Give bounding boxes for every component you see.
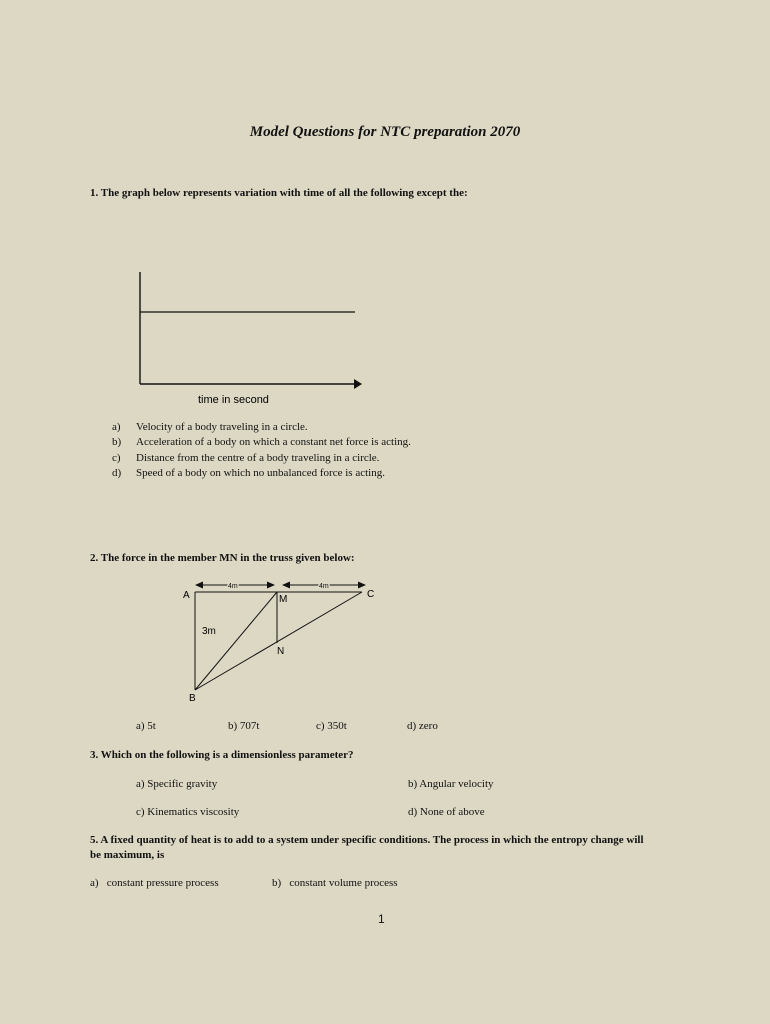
svg-text:4m: 4m <box>319 583 329 590</box>
q5-option-a: a) constant pressure process <box>90 877 219 889</box>
height-label: 3m <box>202 626 216 637</box>
dimension-span-1 <box>195 582 275 591</box>
question-5-text-line-1: 5. A fixed quantity of heat is to add to a system under specific conditions. The process in which the entropy change will <box>90 834 644 846</box>
q2-option-c: c) 350t <box>316 720 347 732</box>
question-1-text: 1. The graph below represents variation with time of all the following except the: <box>90 187 468 199</box>
q1-option-d: d) Speed of a body on which no unbalanced force is acting. <box>112 467 385 479</box>
question-3-text: 3. Which on the following is a dimensionless parameter? <box>90 749 354 761</box>
truss-diagram <box>170 574 390 710</box>
q1-graph <box>120 262 380 412</box>
node-label-m: M <box>279 594 288 605</box>
q3-option-a: a) Specific gravity <box>136 778 218 790</box>
svg-text:4m: 4m <box>228 583 238 590</box>
x-axis-arrowhead <box>354 379 362 389</box>
q1-option-c: c) Distance from the centre of a body traveling in a circle. <box>112 452 380 464</box>
dimension-span-2 <box>282 582 366 591</box>
graph-x-label: time in second <box>198 394 269 406</box>
q1-option-a: a) Velocity of a body traveling in a circle. <box>112 421 308 433</box>
q2-option-a: a) 5t <box>136 720 156 732</box>
question-2-text: 2. The force in the member MN in the truss given below: <box>90 552 355 564</box>
page-title: Model Questions for NTC preparation 2070 <box>249 124 521 140</box>
q2-option-b: b) 707t <box>228 720 260 732</box>
q1-option-b: b) Acceleration of a body on which a constant net force is acting. <box>112 436 411 448</box>
page-number: 1 <box>378 912 385 926</box>
member-BC <box>195 592 362 690</box>
q3-option-c: c) Kinematics viscosity <box>136 806 240 818</box>
member-MB <box>195 592 277 690</box>
node-label-b: B <box>189 693 196 704</box>
q3-option-b: b) Angular velocity <box>408 778 494 790</box>
node-label-c: C <box>367 589 375 600</box>
node-label-n: N <box>277 646 285 657</box>
q3-option-d: d) None of above <box>408 806 485 818</box>
q5-option-b: b) constant volume process <box>272 877 398 889</box>
node-label-a: A <box>183 590 190 601</box>
q2-option-d: d) zero <box>407 720 438 732</box>
question-5-text-line-2: be maximum, is <box>90 849 165 861</box>
